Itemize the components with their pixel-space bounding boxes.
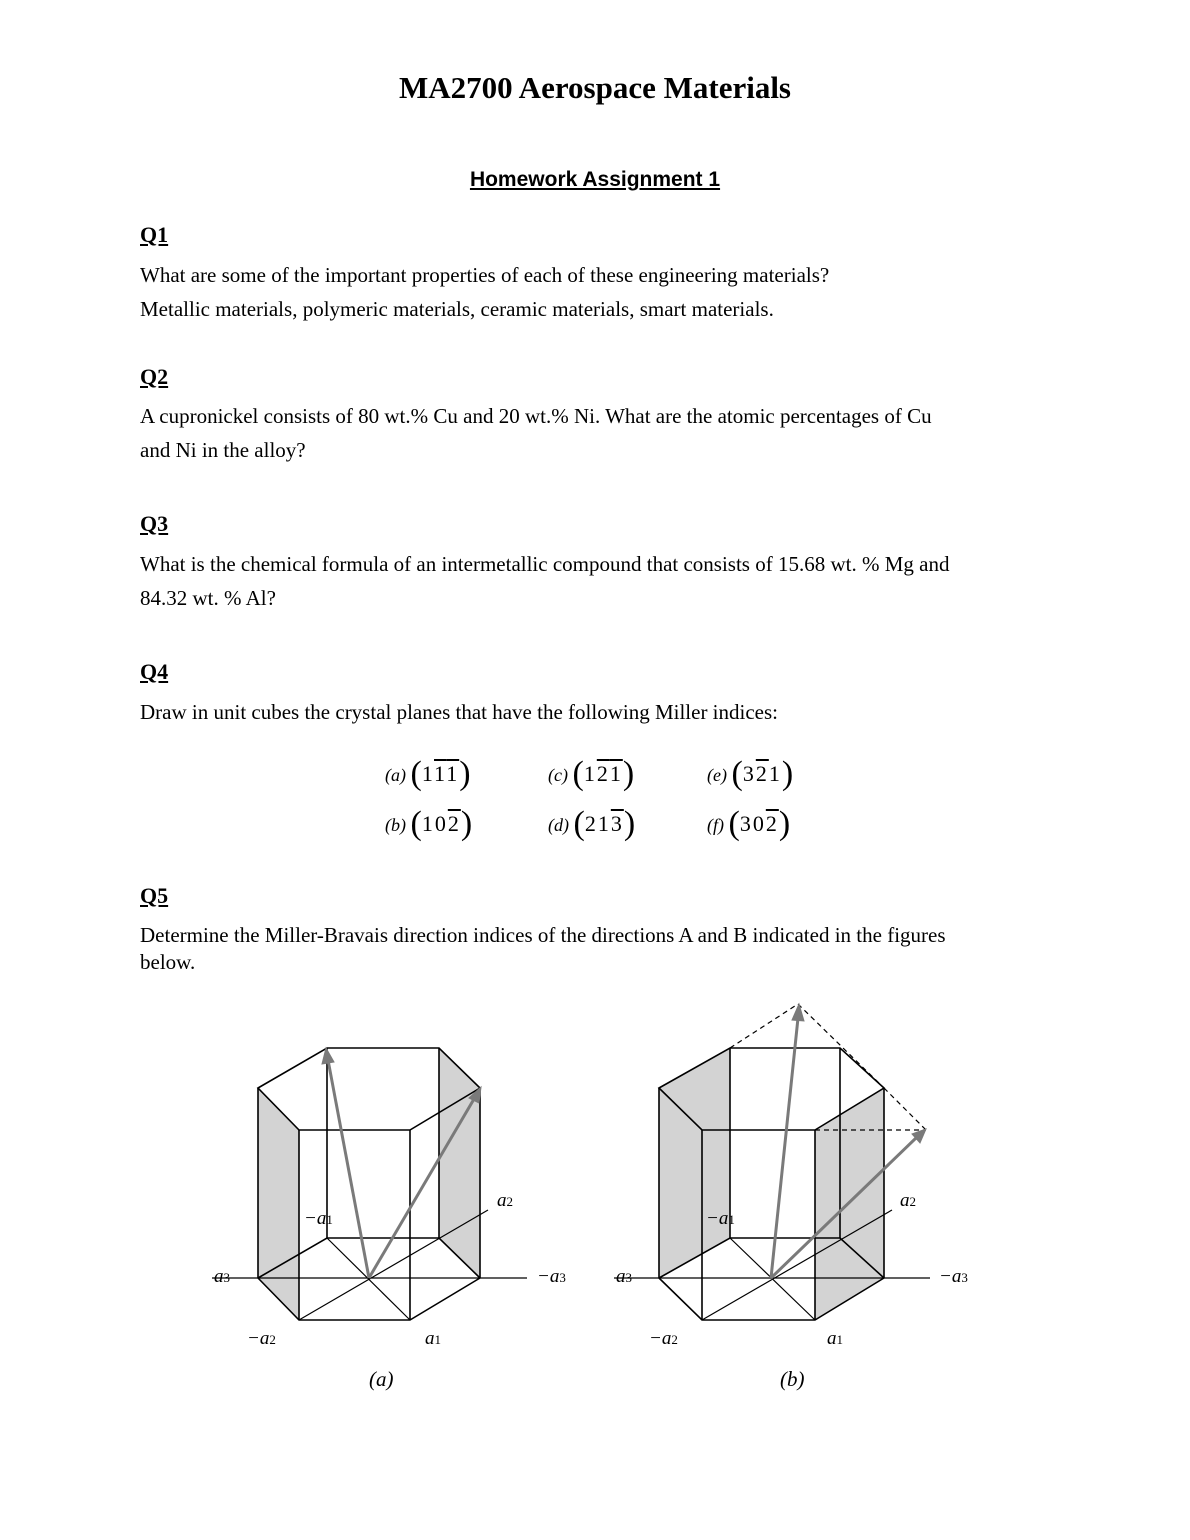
right-paren: ) [622,755,635,792]
miller-digit: 1 [768,761,782,786]
left-paren: ( [572,755,584,792]
miller-digit-barred: 2 [447,811,461,836]
miller-digit: 1 [597,811,611,836]
axis-label-neg-a2: −a2 [247,1328,276,1349]
question-heading-q1: Q1 [140,222,169,247]
axis-label-neg-a1: −a1 [304,1208,333,1229]
miller-digit-barred: 2 [765,811,779,836]
axis-label-neg-a1: −a1 [706,1208,735,1229]
right-paren: ) [460,805,473,842]
miller-digit-barred: 2 [755,761,769,786]
miller-label: (f) [707,815,729,835]
left-paren: ( [573,805,585,842]
axis-label-a2: a2 [497,1190,513,1211]
right-paren: ) [781,755,794,792]
miller-label: (e) [707,765,732,785]
miller-label: (b) [385,815,411,835]
miller-label: (c) [548,765,573,785]
left-paren: ( [410,755,422,792]
question-line: What are some of the important properties of each of these engineering materials? [140,263,830,287]
miller-digit-barred: 1 [609,761,623,786]
figure-a-caption: (a) [369,1367,394,1391]
left-paren: ( [731,755,743,792]
question-line: Metallic materials, polymeric materials, ceramic materials, smart materials. [140,297,774,321]
miller-label: (a) [385,765,411,785]
miller-digit: 1 [421,811,435,836]
axis-label-a1: a1 [425,1328,441,1349]
miller-digit: 0 [752,811,766,836]
question-line: Determine the Miller-Bravais direction indices of the directions A and B indicated in the figures [140,923,946,947]
axis-label-a1: a1 [827,1328,843,1349]
question-heading-q3: Q3 [140,511,169,536]
question-line: A cupronickel consists of 80 wt.% Cu and 20 wt.% Ni. What are the atomic percentages of Cu [140,404,932,428]
miller-label: (d) [548,815,574,835]
question-line: Draw in unit cubes the crystal planes that have the following Miller indices: [140,700,778,724]
axis-label-neg-a3: −a3 [537,1266,566,1287]
figure-a-diagram [212,1048,527,1320]
question-heading-q2: Q2 [140,364,169,389]
figure-b-diagram [614,1004,930,1320]
figure-b-caption: (b) [780,1367,805,1391]
question-line: What is the chemical formula of an intermetallic compound that consists of 15.68 wt. % Mg and [140,552,950,576]
question-line: below. [140,950,196,974]
miller-digit: 1 [583,761,597,786]
miller-digit: 0 [434,811,448,836]
axis-label-neg-a2: −a2 [649,1328,678,1349]
miller-digit: 3 [739,811,753,836]
question-heading-q4: Q4 [140,659,169,684]
question-heading-q5: Q5 [140,883,169,908]
question-line: 84.32 wt. % Al? [140,586,276,610]
left-paren: ( [410,805,422,842]
page-title: MA2700 Aerospace Materials [399,70,791,105]
miller-digit-barred: 1 [434,761,447,786]
miller-digit: 3 [742,761,756,786]
subtitle-text: Homework Assignment 1 [469,168,721,191]
axis-label-neg-a3: −a3 [939,1266,968,1287]
axis-label-a2: a2 [900,1190,916,1211]
miller-digit: 1 [421,761,435,786]
miller-digit-barred: 2 [596,761,610,786]
axis-label-a3: a3 [214,1266,230,1287]
miller-digit-barred: 3 [610,811,624,836]
axis-label-a3: a3 [616,1266,632,1287]
question-line: and Ni in the alloy? [140,438,306,462]
miller-digit: 2 [584,811,598,836]
miller-digit-barred: 1 [446,761,460,786]
left-paren: ( [728,805,740,842]
right-paren: ) [623,805,636,842]
right-paren: ) [459,755,471,792]
right-paren: ) [778,805,791,842]
